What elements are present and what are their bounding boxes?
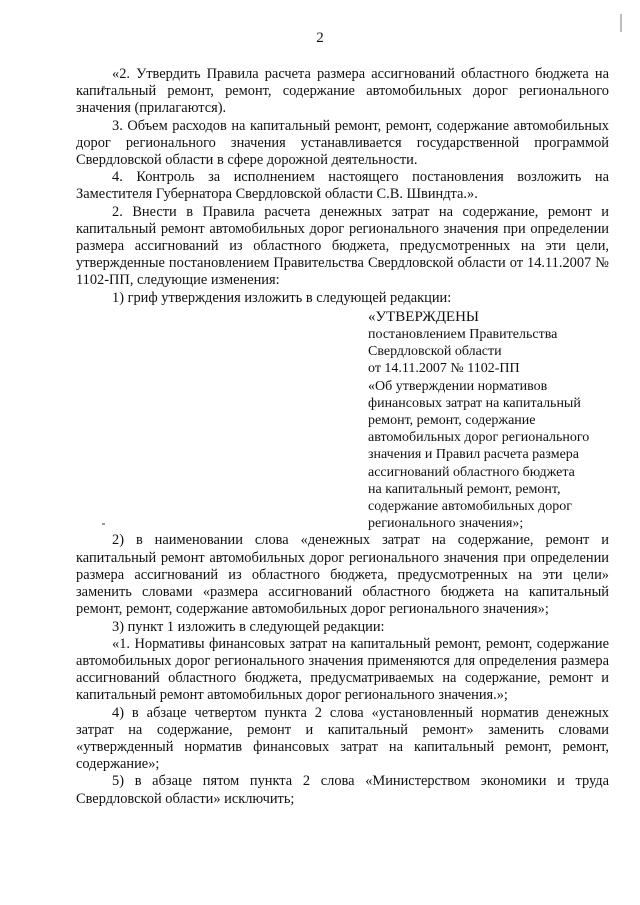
paragraph-new-item-1: «1. Нормативы финансовых затрат на капитальный ремонт, ремонт, содержание автомобильных дорог регионального значения применяются для определения размера ассигнований областного бюджета, предусматриваемых на содержание, ремонт и капитальный ремонт автомобильных дорог регионального значения.»; <box>76 635 609 704</box>
paragraph-subitem-1: 1) гриф утверждения изложить в следующей редакции: <box>112 289 452 306</box>
grif-line: ремонт, ремонт, содержание <box>368 413 536 429</box>
grif-line: от 14.11.2007 № 1102-ПП <box>368 361 520 377</box>
paragraph-subitem-4: 4) в абзаце четвертом пункта 2 слова «установленный норматив денежных затрат на содержание, ремонт и капитальный ремонт» заменить словами «утвержденный норматив финансовых затрат на капитальный ремонт, ремонт, содержание»; <box>76 704 609 773</box>
grif-line: регионального значения»; <box>368 516 524 532</box>
paragraph-subitem-5: 5) в абзаце пятом пункта 2 слова «Министерством экономики и труда Свердловской области» исключить; <box>76 773 609 807</box>
grif-line: финансовых затрат на капитальный <box>368 395 581 411</box>
grif-line: Свердловской области <box>368 344 502 360</box>
grif-line: на капитальный ремонт, ремонт, <box>368 481 561 497</box>
paragraph-subitem-2: 2) в наименовании слова «денежных затрат на содержание, ремонт и капитальный ремонт автомобильных дорог регионального значения при определении размера ассигнований из областного бюджета, предусмотренных на эти цели» заменить словами «размера ассигнований областного бюджета на капитальный ремонт, ремонт, содержание автомобильных дорог регионального значения»; <box>76 532 609 618</box>
grif-line: постановлением Правительства <box>368 327 558 343</box>
grif-title: «УТВЕРЖДЕНЫ <box>368 308 480 325</box>
page-number: 2 <box>316 30 324 46</box>
paragraph-item-3: 3. Объем расходов на капитальный ремонт, ремонт, содержание автомобильных дорог регионального значения устанавливается государственной программой Свердловской области в сфере дорожной деятельности. <box>76 117 609 169</box>
paragraph-item-2: «2. Утвердить Правила расчета размера ассигнований областного бюджета на капитальный ремонт, ремонт, содержание автомобильных дорог регионального значения (прилагаются). <box>76 66 609 117</box>
grif-line: значения и Правил расчета размера <box>368 447 579 463</box>
document-body <box>76 66 609 808</box>
grif-line: автомобильных дорог регионального <box>368 430 590 446</box>
paragraph-subitem-3: 3) пункт 1 изложить в следующей редакции: <box>112 618 385 635</box>
paragraph-item-4: 4. Контроль за исполнением настоящего постановления возложить на Заместителя Губернатора Свердловской области С.В. Швиндта.». <box>76 169 609 203</box>
grif-line: ассигнований областного бюджета <box>368 464 575 480</box>
approval-stamp-text <box>76 309 609 533</box>
paragraph-amend-2: 2. Внести в Правила расчета денежных затрат на содержание, ремонт и капитальный ремонт автомобильных дорог регионального значения при определении размера ассигнований из областного бюджета, предусмотренных на эти цели, утвержденные постановлением Правительства Свердловской области от 14.11.2007 № 1102-ПП, следующие изменения: <box>76 203 609 289</box>
grif-line: «Об утверждении нормативов <box>368 378 548 394</box>
grif-line: содержание автомобильных дорог <box>368 499 572 515</box>
